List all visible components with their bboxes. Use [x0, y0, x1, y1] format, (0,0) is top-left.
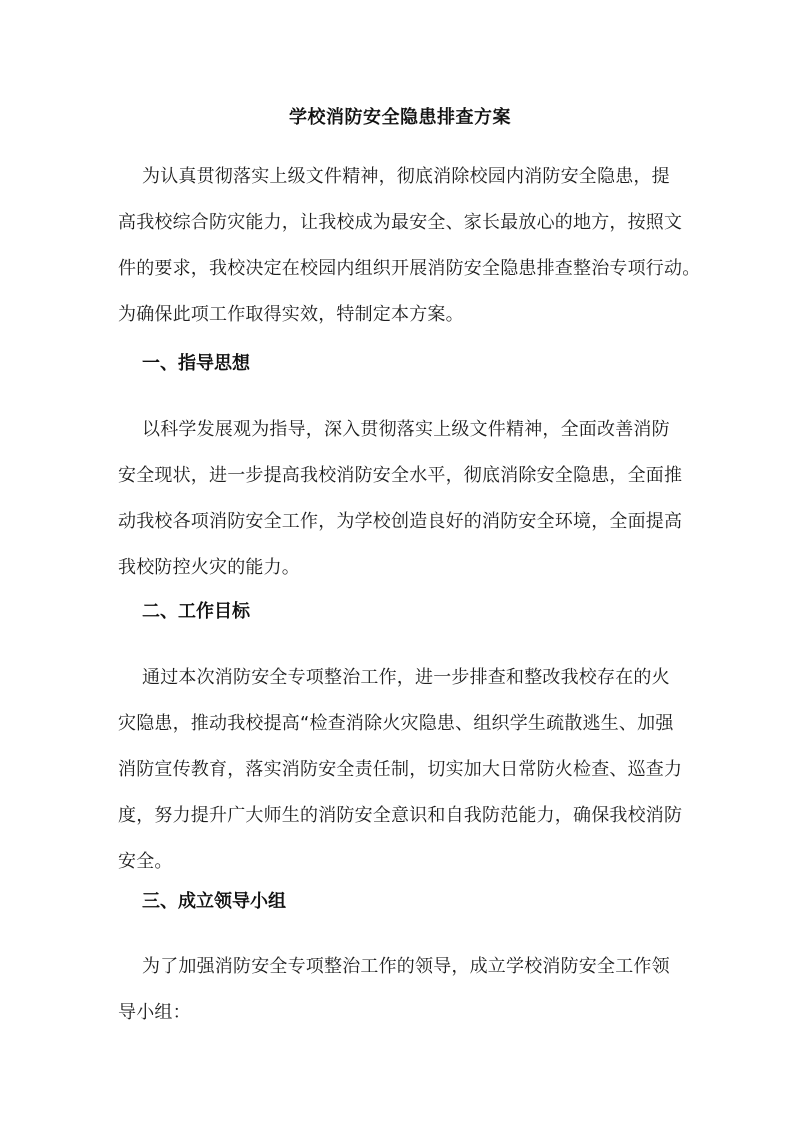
paragraph-line: 以科学发展观为指导，深入贯彻落实上级文件精神，全面改善消防 [142, 419, 670, 440]
paragraph-line: 为确保此项工作取得实效，特制定本方案。 [118, 304, 464, 325]
section-heading-leadership-group: 三、成立领导小组 [142, 891, 286, 912]
section-paragraph-leadership-group [118, 944, 688, 1036]
paragraph-line: 为认真贯彻落实上级文件精神，彻底消除校园内消防安全隐患，提 [142, 166, 670, 187]
section-heading-guiding-ideology: 一、指导思想 [142, 353, 250, 374]
paragraph-line: 高我校综合防灾能力，让我校成为最安全、家长最放心的地方，按照文 [118, 212, 683, 233]
paragraph-line: 度，努力提升广大师生的消防安全意识和自我防范能力，确保我校消防 [118, 805, 683, 826]
paragraph-line: 导小组： [118, 1002, 191, 1023]
paragraph-line: 通过本次消防安全专项整治工作，进一步排查和整改我校存在的火 [142, 667, 670, 688]
paragraph-line: 灾隐患，推动我校提高“检查消除火灾隐患、组织学生疏散逃生、加强 [118, 713, 674, 734]
paragraph-line: 动我校各项消防安全工作，为学校创造良好的消防安全环境，全面提高 [118, 511, 683, 532]
paragraph-line: 安全现状，进一步提高我校消防安全水平，彻底消除安全隐患，全面推 [118, 465, 683, 486]
section-heading-work-goals: 二、工作目标 [142, 601, 250, 622]
section-paragraph-work-goals [118, 655, 688, 885]
document-title: 学校消防安全隐患排查方案 [289, 107, 511, 128]
paragraph-line: 为了加强消防安全专项整治工作的领导，成立学校消防安全工作领 [142, 956, 670, 977]
section-paragraph-guiding-ideology [118, 407, 688, 591]
intro-paragraph [118, 154, 701, 338]
paragraph-line: 件的要求，我校决定在校园内组织开展消防安全隐患排查整治专项行动。 [118, 258, 701, 279]
paragraph-line: 消防宣传教育，落实消防安全责任制，切实加大日常防火检查、巡查力 [118, 759, 683, 780]
paragraph-line: 我校防控火灾的能力。 [118, 557, 300, 578]
paragraph-line: 安全。 [118, 851, 173, 872]
